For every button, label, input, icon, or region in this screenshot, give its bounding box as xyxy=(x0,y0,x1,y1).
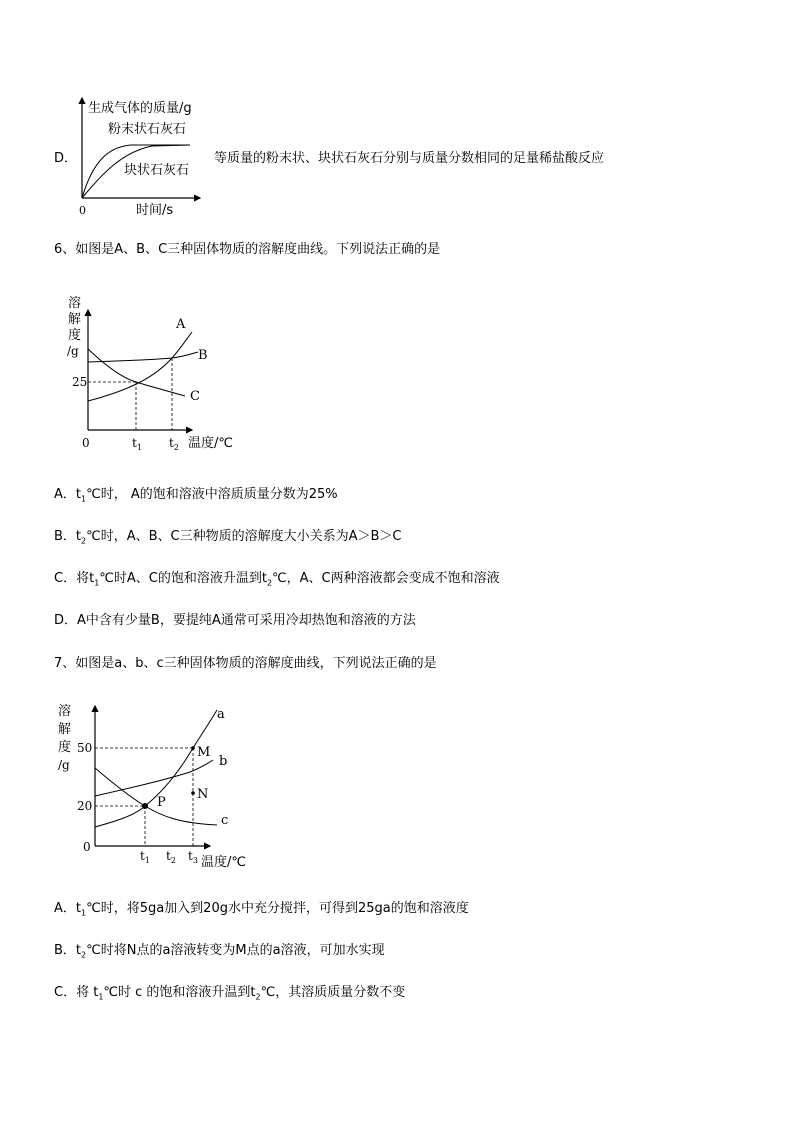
q6-origin: 0 xyxy=(82,436,90,450)
q6-x-tick-t1: $t_1$ xyxy=(132,436,142,452)
q7-x-t1: $t_1$ xyxy=(140,849,150,865)
q6-y-tick-25: 25 xyxy=(72,375,88,389)
q5-x-label: 时间/s xyxy=(136,203,174,218)
q7-point-p xyxy=(142,803,148,809)
q6-option-a: A．$t_1℃$时， A的饱和溶液中溶质质量分数为25% xyxy=(54,487,338,504)
q7-ylabel-3: 度 xyxy=(58,740,72,755)
q7-label-b: b xyxy=(219,754,228,769)
q6-option-c: C．将$t_1℃$时A、C的饱和溶液升温到$t_2℃$，A、C两种溶液都会变成不饱和溶液 xyxy=(54,571,500,588)
q7-x-label: 温度/℃ xyxy=(201,855,246,870)
q6-ylabel-2: 解 xyxy=(68,312,82,327)
q7-option-c: C．将 $t_1℃$时 c 的饱和溶液升温到$t_2℃$，其溶质质量分数不变 xyxy=(54,985,406,1002)
q5-option-d-text: 等质量的粉末状、块状石灰石分别与质量分数相同的足量稀盐酸反应 xyxy=(214,151,605,166)
q6-solubility-graph xyxy=(60,292,250,452)
block-curve-label: 块状石灰石 xyxy=(124,163,190,178)
q7-option-a: A．$t_1℃$时，将5ga加入到20g水中充分搅拌，可得到25ga的饱和溶液度 xyxy=(54,901,469,918)
q7-label-n: N xyxy=(197,787,209,802)
q6-option-b: B．$t_2℃$时，A、B、C三种物质的溶解度大小关系为A＞B＞C xyxy=(54,529,402,546)
q6-curve-b xyxy=(88,352,198,362)
q7-curve-b xyxy=(95,760,213,796)
q6-label-c: C xyxy=(190,389,200,404)
q6-label-b: B xyxy=(198,348,208,363)
q5-origin-label: 0 xyxy=(79,204,86,217)
q7-y-tick-20: 20 xyxy=(77,799,93,813)
q7-label-m: M xyxy=(197,745,211,760)
q7-point-n xyxy=(191,791,195,795)
q7-x-t2: $t_2$ xyxy=(166,849,176,865)
q7-y-tick-50: 50 xyxy=(77,741,93,755)
q7-solubility-graph xyxy=(55,700,255,875)
q6-label-a: A xyxy=(176,317,186,332)
q6-ylabel-3: 度 xyxy=(68,328,82,343)
q6-ylabel-1: 溶 xyxy=(68,296,82,311)
q7-label-a: a xyxy=(217,707,225,722)
q6-curve-a xyxy=(88,332,192,401)
q6-stem: 6、如图是A、B、C三种固体物质的溶解度曲线。下列说法正确的是 xyxy=(54,242,441,257)
q6-option-d: D．A中含有少量B，要提纯A通常可采用冷却热饱和溶液的方法 xyxy=(54,613,416,628)
q7-origin: 0 xyxy=(83,840,91,854)
q7-point-m xyxy=(191,746,195,750)
q7-ylabel-4: /g xyxy=(58,758,70,772)
q5-y-label: 生成气体的质量/g xyxy=(88,101,192,116)
q6-curve-c xyxy=(88,349,185,396)
q6-ylabel-4: /g xyxy=(67,344,79,358)
q7-label-c: c xyxy=(221,813,229,828)
q7-option-b: B．$t_2℃$时将N点的a溶液转变为M点的a溶液，可加水实现 xyxy=(54,943,385,960)
q7-ylabel-2: 解 xyxy=(58,722,72,737)
q5-gas-mass-graph xyxy=(72,94,212,218)
q7-label-p: P xyxy=(157,795,166,810)
q7-x-t3: $t_3$ xyxy=(188,849,198,865)
q6-x-tick-t2: $t_2$ xyxy=(169,436,179,452)
q5-option-d-label: D． xyxy=(54,151,78,166)
q7-stem: 7、如图是a、b、c三种固体物质的溶解度曲线，下列说法正确的是 xyxy=(54,656,437,671)
powder-curve-label: 粉末状石灰石 xyxy=(108,122,187,137)
q7-ylabel-1: 溶 xyxy=(58,704,72,719)
q6-x-label: 温度/℃ xyxy=(188,436,233,451)
